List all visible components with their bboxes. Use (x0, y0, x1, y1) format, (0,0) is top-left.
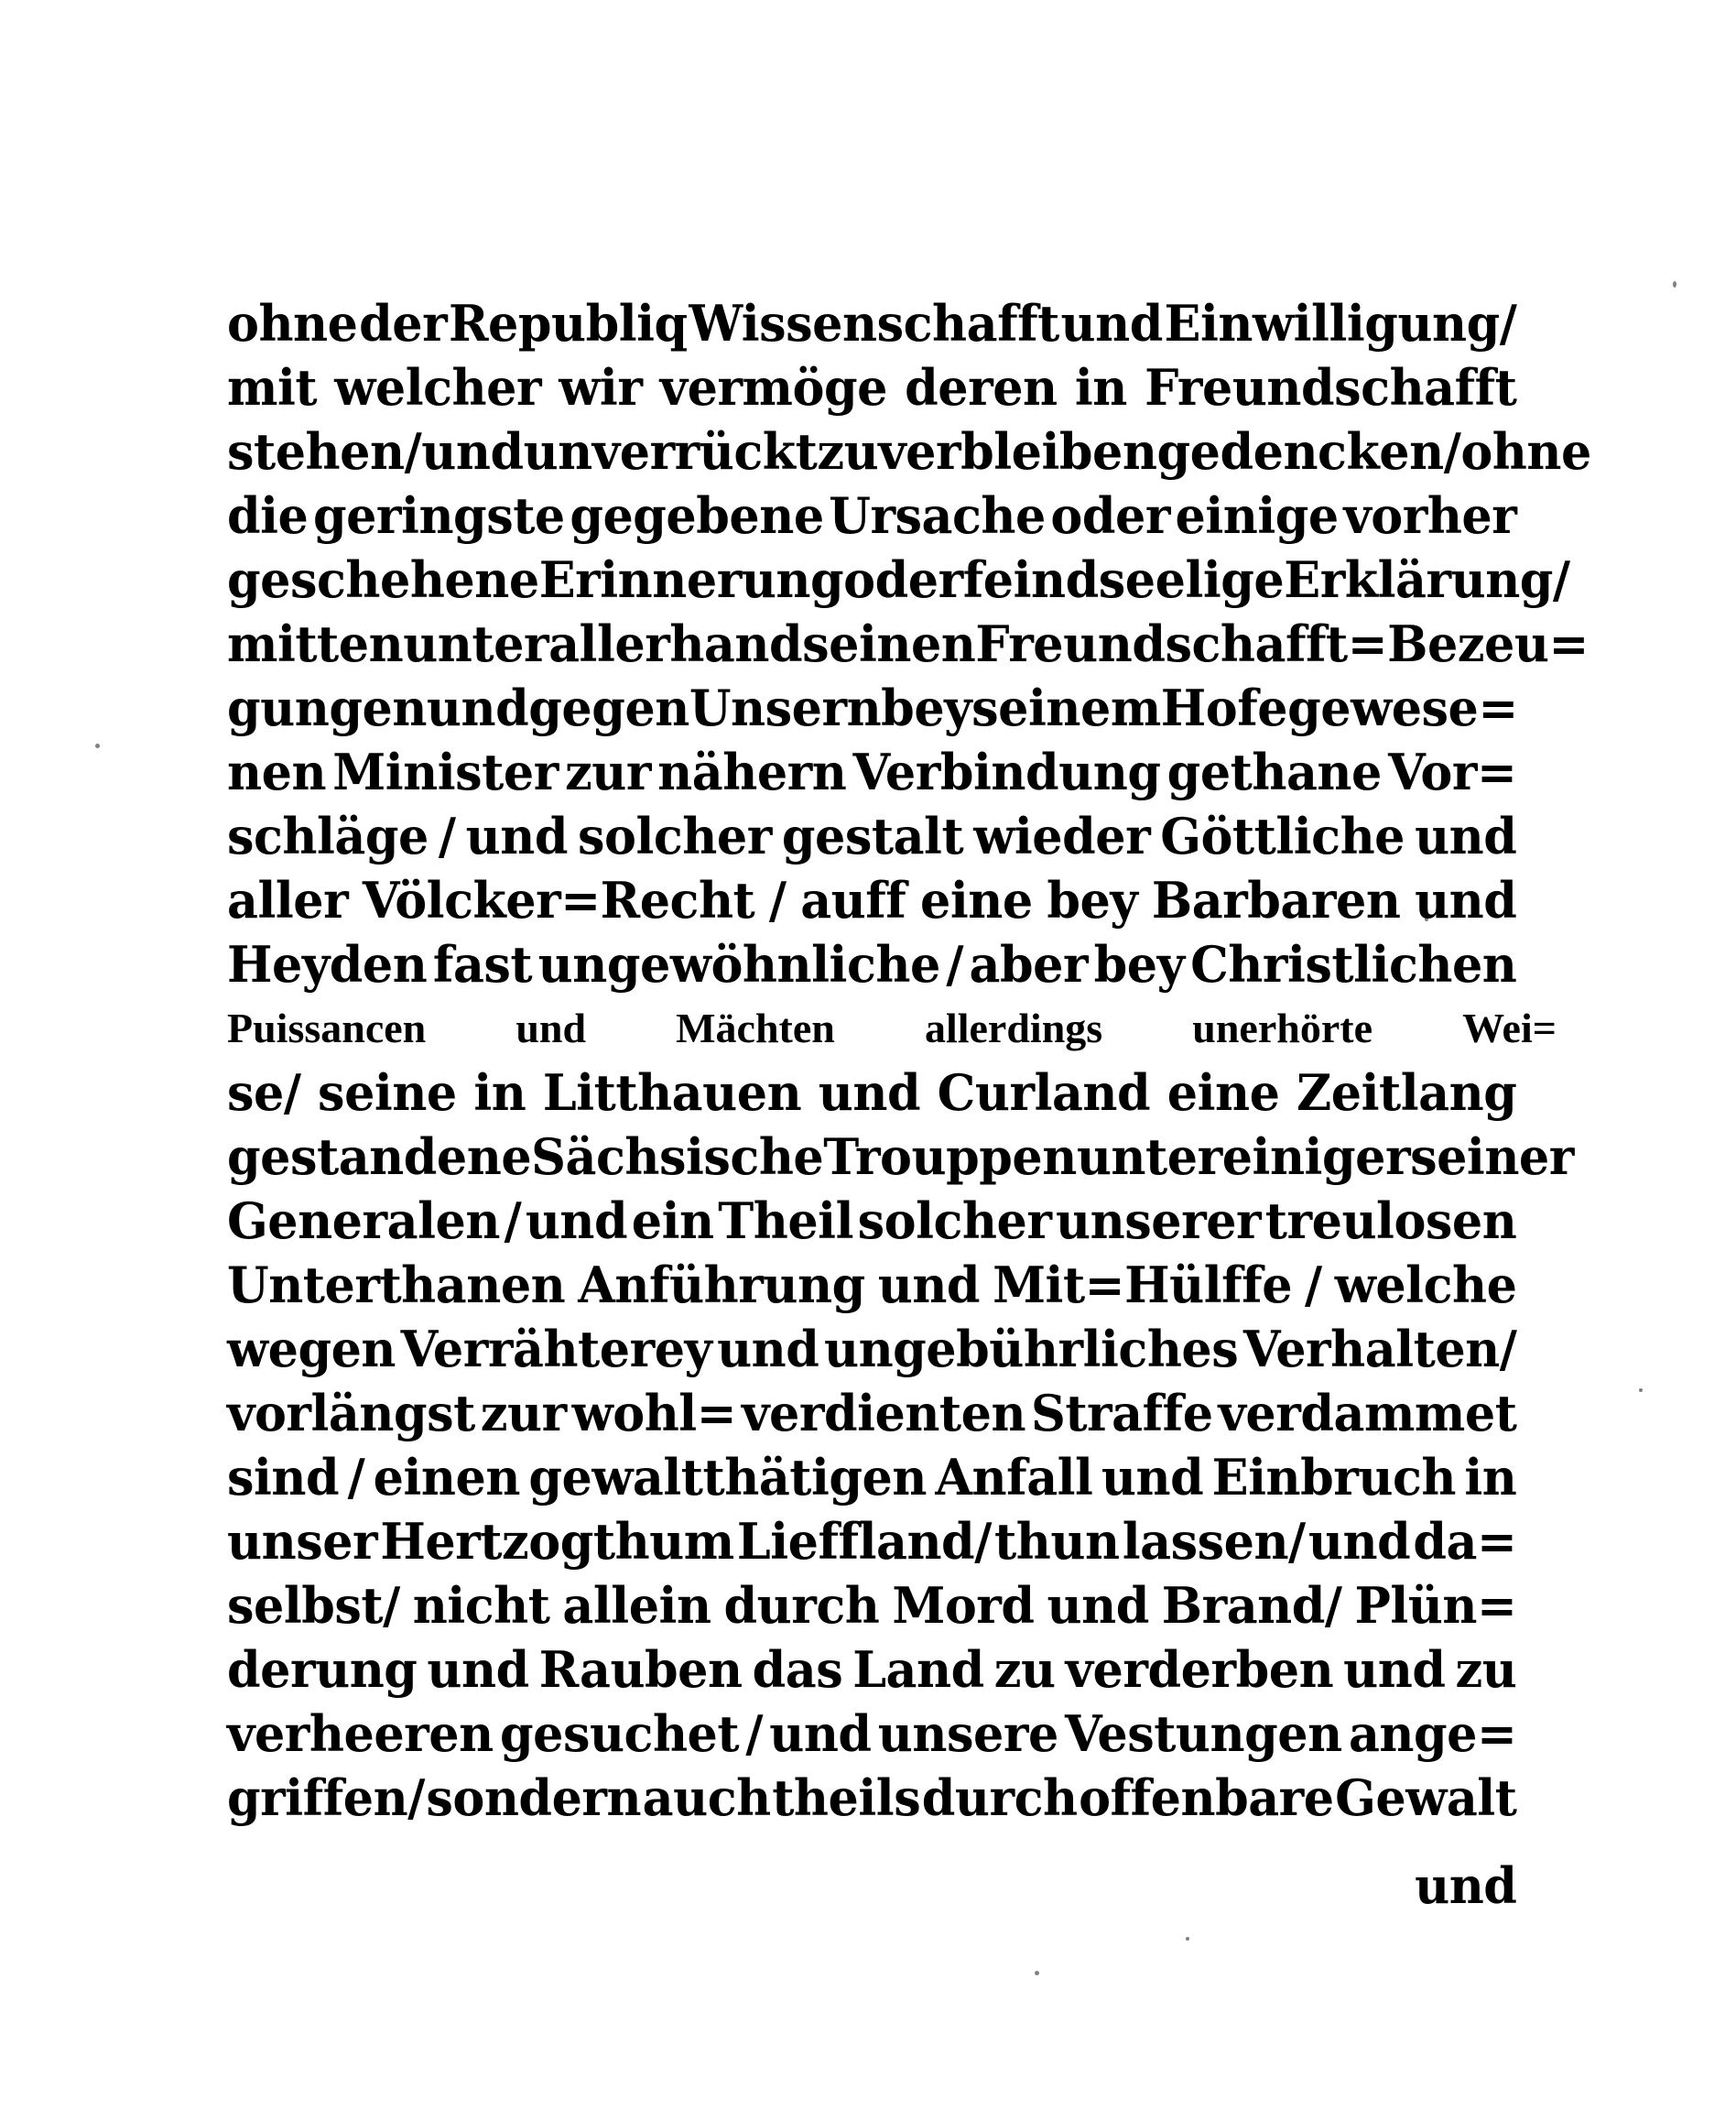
text-word: / (1305, 1256, 1322, 1314)
text-word: Christlichen (1190, 935, 1517, 994)
text-word: Wissenschafft (689, 294, 1059, 353)
text-word: ohne (227, 294, 358, 353)
text-line (227, 1317, 1516, 1381)
text-word: gungen (227, 679, 427, 737)
text-word: wohl= (571, 1384, 737, 1442)
text-word: thun (994, 1512, 1120, 1571)
text-word: und (818, 1063, 921, 1122)
text-word: Plün= (1354, 1576, 1517, 1635)
text-word: Vestungen (1065, 1704, 1342, 1763)
text-word: auch (642, 1768, 771, 1827)
text-word: Mächten (676, 1005, 835, 1051)
text-word: Verhalten/ (1242, 1320, 1517, 1378)
text-word: seinem (971, 679, 1161, 737)
text-word: unter (403, 615, 549, 673)
text-word: nähern (657, 743, 847, 801)
text-word: Göttliche (1160, 807, 1405, 865)
text-line (227, 1381, 1516, 1445)
text-word: mit (227, 358, 318, 417)
text-word: und (1343, 1640, 1446, 1699)
text-word: zu (817, 422, 879, 481)
text-word: / (438, 807, 456, 865)
text-word: verdammet (1218, 1384, 1517, 1442)
text-word: Verbindung (852, 743, 1161, 801)
text-word: die (227, 486, 309, 545)
text-word: griffen/ (227, 1768, 425, 1827)
text-word: Hofe (1160, 679, 1288, 737)
catchword: und (1415, 1856, 1517, 1915)
text-word: zur (480, 1384, 567, 1442)
paper-speckle (95, 744, 100, 748)
text-word: gewaltthätigen (528, 1448, 927, 1506)
paper-speckle (1035, 1971, 1039, 1975)
text-word: solcher (578, 807, 772, 865)
text-word: Lieffland/ (736, 1512, 992, 1571)
text-line (227, 1637, 1516, 1702)
text-line (227, 1125, 1574, 1189)
text-line (227, 676, 1516, 740)
text-word: einige (1175, 486, 1339, 545)
paper-speckle (1673, 281, 1676, 288)
text-word: Curland (937, 1063, 1151, 1122)
text-line (227, 1445, 1516, 1509)
text-word: solcher (857, 1191, 1052, 1250)
text-word: in (1074, 358, 1127, 417)
text-word: wieder (973, 807, 1151, 865)
text-word: geschehene (227, 550, 539, 609)
text-word: unserer (1056, 1191, 1262, 1250)
text-word: und (426, 679, 529, 737)
text-word: und (427, 1640, 529, 1699)
text-line (227, 1702, 1516, 1766)
text-word: seiner (1410, 1127, 1574, 1186)
text-word: Generalen (227, 1191, 500, 1250)
text-word: Sächsische (531, 1127, 824, 1186)
text-word: und (465, 807, 568, 865)
text-word: allerhand (548, 615, 803, 673)
text-word: deren (905, 358, 1058, 417)
text-word: offenbare (1079, 1768, 1334, 1827)
text-word: Erklärung/ (1284, 550, 1570, 609)
text-word: Land (852, 1640, 984, 1699)
text-word: Trouppen (823, 1127, 1077, 1186)
text-word: gethane (1166, 743, 1382, 801)
text-line (227, 804, 1516, 868)
text-word: und (1060, 294, 1163, 353)
text-word: in (473, 1063, 526, 1122)
text-word: und (877, 1256, 981, 1314)
text-word: treulosen (1264, 1191, 1517, 1250)
text-line (227, 1253, 1516, 1317)
text-word: ohne (1460, 422, 1591, 481)
text-word: gedencken/ (1156, 422, 1461, 481)
text-line (227, 291, 1516, 355)
text-word: sondern (426, 1768, 642, 1827)
text-word: vorlängst (227, 1384, 475, 1442)
text-word: das (752, 1640, 843, 1699)
text-word: feindseelige (962, 550, 1285, 609)
text-word: bey (1093, 935, 1185, 994)
text-word: da= (1413, 1512, 1517, 1571)
text-word: und (1101, 1448, 1204, 1506)
text-line (227, 484, 1516, 548)
text-word: Ursache (829, 486, 1046, 545)
text-word: sind (227, 1448, 340, 1506)
text-word: durch (723, 1576, 880, 1635)
text-word: / (347, 1448, 365, 1506)
text-word: gestalt (781, 807, 964, 865)
text-word: Freundschafft=Bezeu= (975, 615, 1589, 673)
text-word: und (525, 1191, 628, 1250)
text-word: verheeren (227, 1704, 494, 1763)
text-word: vermöge (659, 358, 887, 417)
text-word: lassen/ (1122, 1512, 1306, 1571)
text-word: Völcker=Recht (362, 871, 755, 930)
text-word: Einbruch (1211, 1448, 1456, 1506)
text-word: und (1415, 871, 1517, 930)
text-word: verderben (1065, 1640, 1334, 1699)
text-word: / (504, 1191, 522, 1250)
text-word: eine (1166, 1063, 1280, 1122)
text-word: Mord (892, 1576, 1035, 1635)
text-word: allerdings (924, 1005, 1103, 1051)
body-text-block (227, 291, 1591, 1918)
text-word: durch (921, 1768, 1078, 1827)
text-word: und (769, 1704, 872, 1763)
text-word: Barbaren (1151, 871, 1401, 930)
text-line (227, 419, 1591, 484)
text-word: Litthauen (542, 1063, 802, 1122)
text-word: seine (318, 1063, 457, 1122)
text-word: Brand/ (1161, 1576, 1342, 1635)
text-word: zu (1455, 1640, 1517, 1699)
text-word: einen (373, 1448, 520, 1506)
text-word: selbst/ (227, 1576, 400, 1635)
text-word: welcher (334, 358, 542, 417)
text-word: fast (432, 935, 533, 994)
text-word: / (745, 1704, 764, 1763)
text-word: und (1047, 1576, 1149, 1635)
text-word: auff (800, 871, 906, 930)
text-word: stehen/ (227, 422, 422, 481)
text-word: Rauben (538, 1640, 743, 1699)
text-word: gegen (528, 679, 689, 737)
text-word: Puissancen (227, 1005, 427, 1051)
text-line (227, 548, 1570, 612)
text-word: und (421, 422, 524, 481)
text-word: geringste (312, 486, 565, 545)
text-word: seinen (802, 615, 976, 673)
text-word: bey (881, 679, 972, 737)
text-word: wegen (227, 1320, 396, 1378)
text-line (227, 740, 1516, 804)
text-word: ein (631, 1191, 714, 1250)
text-word: theils (772, 1768, 921, 1827)
text-word: verbleiben (878, 422, 1157, 481)
text-word: Unterthanen (227, 1256, 566, 1314)
text-line (227, 1766, 1516, 1830)
text-word: Gewalt (1335, 1768, 1517, 1827)
text-word: Heyden (227, 935, 428, 994)
text-word: derung (227, 1640, 418, 1699)
text-word: und (1415, 807, 1517, 865)
text-word: schläge (227, 807, 429, 865)
text-line (227, 1060, 1516, 1125)
text-word: vorher (1343, 486, 1517, 545)
paper-speckle (1186, 1937, 1189, 1941)
text-line (227, 612, 1589, 676)
text-word: und (1307, 1512, 1411, 1571)
text-word: ungebührliches (823, 1320, 1239, 1378)
text-word: Erinnerung (538, 550, 844, 609)
text-word: gewese= (1287, 679, 1518, 737)
text-word: zur (565, 743, 651, 801)
text-word: ungewöhnliche (537, 935, 940, 994)
text-word: Hertzogthum (380, 1512, 734, 1571)
text-word: Wei= (1462, 1005, 1557, 1051)
text-word: Theil (718, 1191, 854, 1250)
text-word: Minister (332, 743, 559, 801)
text-word: eine (920, 871, 1033, 930)
text-word: gesuchet (499, 1704, 740, 1763)
text-word: aber (969, 935, 1089, 994)
text-word: Anführung (578, 1256, 865, 1314)
text-line (227, 868, 1516, 932)
text-word: Freundschafft (1145, 358, 1517, 417)
text-word: Republiq (448, 294, 688, 353)
text-word: Verrähterey (400, 1320, 712, 1378)
text-word: / (768, 871, 787, 930)
text-word: wir (559, 358, 643, 417)
text-word: der (359, 294, 448, 353)
text-word: zu (993, 1640, 1056, 1699)
text-word: Anfall (935, 1448, 1093, 1506)
text-word: gestandene (227, 1127, 532, 1186)
paper-speckle (1639, 1388, 1643, 1392)
text-word: Vor= (1388, 743, 1517, 801)
text-word: nicht (412, 1576, 550, 1635)
text-line (227, 1573, 1516, 1637)
text-word: und (717, 1320, 819, 1378)
text-word: oder (1050, 486, 1170, 545)
text-word: Einwilligung/ (1164, 294, 1517, 353)
text-line (227, 355, 1516, 419)
text-word: welche (1334, 1256, 1517, 1314)
text-word: Unsern (689, 679, 882, 737)
text-word: unerhörte (1192, 1005, 1373, 1051)
text-word: bey (1047, 871, 1138, 930)
text-line-antiqua (227, 996, 1557, 1060)
text-word: in (1464, 1448, 1517, 1506)
text-word: unser (227, 1512, 378, 1571)
text-word: Straffe (1031, 1384, 1213, 1442)
text-word: unverrückt (523, 422, 818, 481)
text-word: aller (227, 871, 349, 930)
text-word: oder (843, 550, 963, 609)
text-word: unsere (877, 1704, 1058, 1763)
text-line (227, 932, 1516, 996)
text-word: nen (227, 743, 327, 801)
text-word: se/ (227, 1063, 301, 1122)
text-word: gegebene (570, 486, 824, 545)
text-line (227, 1509, 1516, 1573)
text-word: ange= (1348, 1704, 1517, 1763)
text-word: unter (1076, 1127, 1222, 1186)
text-line (227, 1189, 1516, 1253)
text-word: / (946, 935, 963, 994)
text-word: Zeitlang (1297, 1063, 1517, 1122)
text-word: einiger (1221, 1127, 1411, 1186)
text-word: verdienten (742, 1384, 1026, 1442)
text-word: allein (562, 1576, 711, 1635)
text-word: Mit=Hülffe (993, 1256, 1293, 1314)
text-word: mitten (227, 615, 404, 673)
text-word: und (515, 1005, 587, 1051)
